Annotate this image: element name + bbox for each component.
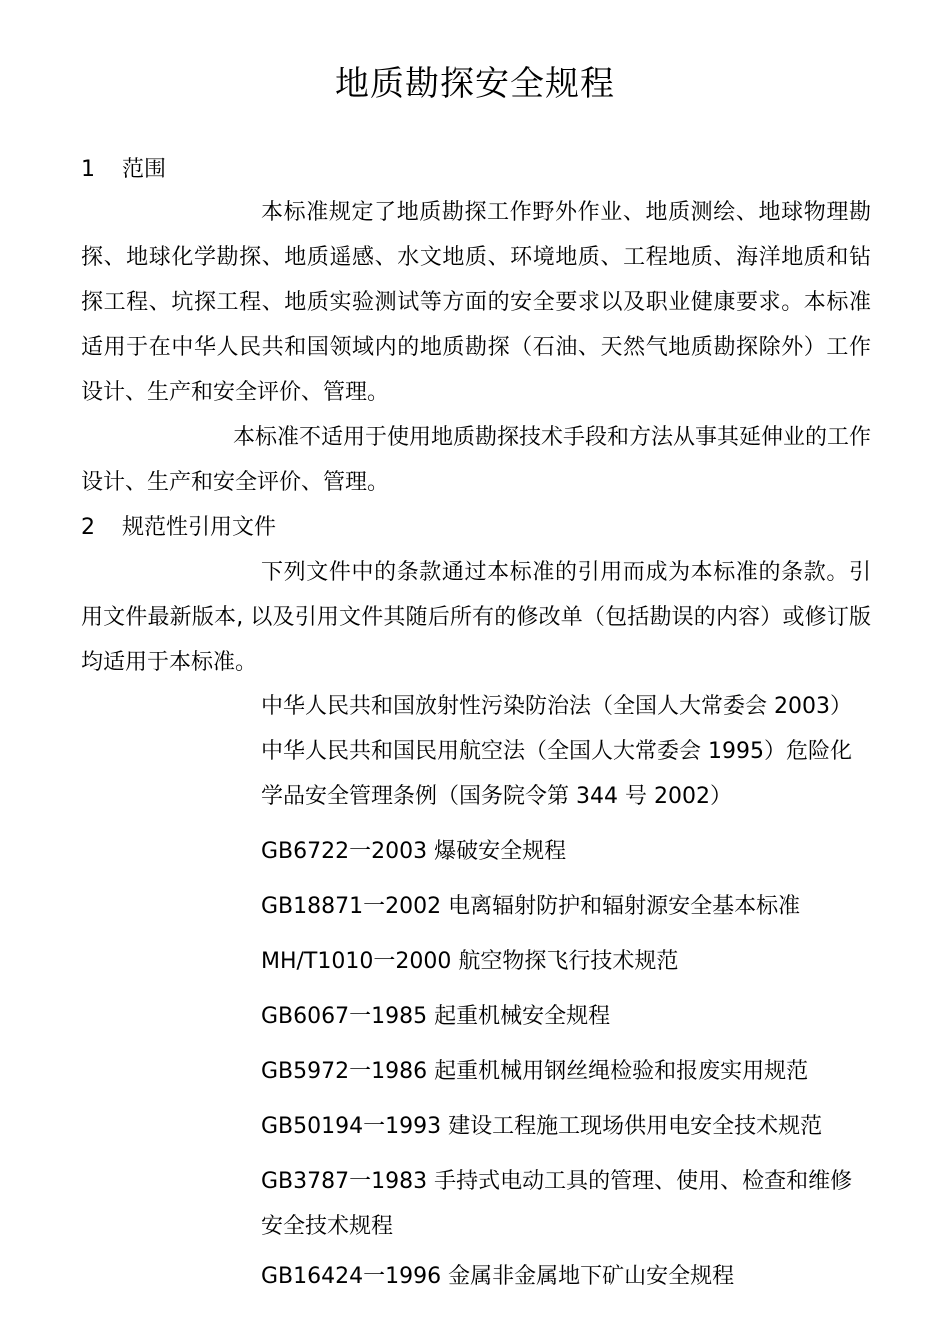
section-heading-scope — [81, 155, 166, 185]
section-title: 规范性引用文件 — [122, 515, 277, 540]
reference-item: GB16424一1996 金属非金属地下矿山安全规程 — [261, 1264, 735, 1289]
document-title: 地质勘探安全规程 — [335, 64, 615, 104]
reference-item: GB5972一1986 起重机械用钢丝绳检验和报废实用规范 — [261, 1059, 809, 1084]
section-number: 1 — [81, 157, 95, 182]
scope-paragraph-1: 本标准规定了地质勘探工作野外作业、地质测绘、地球物理勘探、地球化学勘探、地质遥感、水文地质、环境地质、工程地质、海洋地质和钻探工程、坑探工程、地质实验测试等方面的安全要求以及职业健康要求。本标准适用于在中华人民共和国领域内的地质勘探（石油、天然气地质勘探除外）工作设计、生产和安全评价、管理。 — [81, 200, 871, 405]
references-intro-paragraph: 下列文件中的条款通过本标准的引用而成为本标准的条款。引用文件最新版本, 以及引用文件其随后所有的修改单（包括勘误的内容）或修订版均适用于本标准。 — [81, 560, 871, 675]
reference-item: GB6067一1985 起重机械安全规程 — [261, 1004, 611, 1029]
reference-item: GB3787一1983 手持式电动工具的管理、使用、检查和维修安全技术规程 — [261, 1169, 853, 1239]
section-number: 2 — [81, 515, 95, 540]
reference-item: GB6722一2003 爆破安全规程 — [261, 839, 567, 864]
scope-paragraph-2: 本标准不适用于使用地质勘探技术手段和方法从事其延伸业的工作设计、生产和安全评价、管理。 — [81, 425, 872, 495]
section-title: 范围 — [122, 157, 167, 182]
references-law-block: 中华人民共和国放射性污染防治法（全国人大常委会 2003）中华人民共和国民用航空法（全国人大常委会 1995）危险化学品安全管理条例（国务院令第 344 号 2002） — [261, 694, 852, 809]
reference-item: GB50194一1993 建设工程施工现场供用电安全技术规范 — [261, 1114, 823, 1139]
reference-item: GB18871一2002 电离辐射防护和辐射源安全基本标准 — [261, 894, 801, 919]
reference-item: MH/T1010一2000 航空物探飞行技术规范 — [261, 949, 679, 974]
section-heading-normative-references — [81, 513, 276, 543]
